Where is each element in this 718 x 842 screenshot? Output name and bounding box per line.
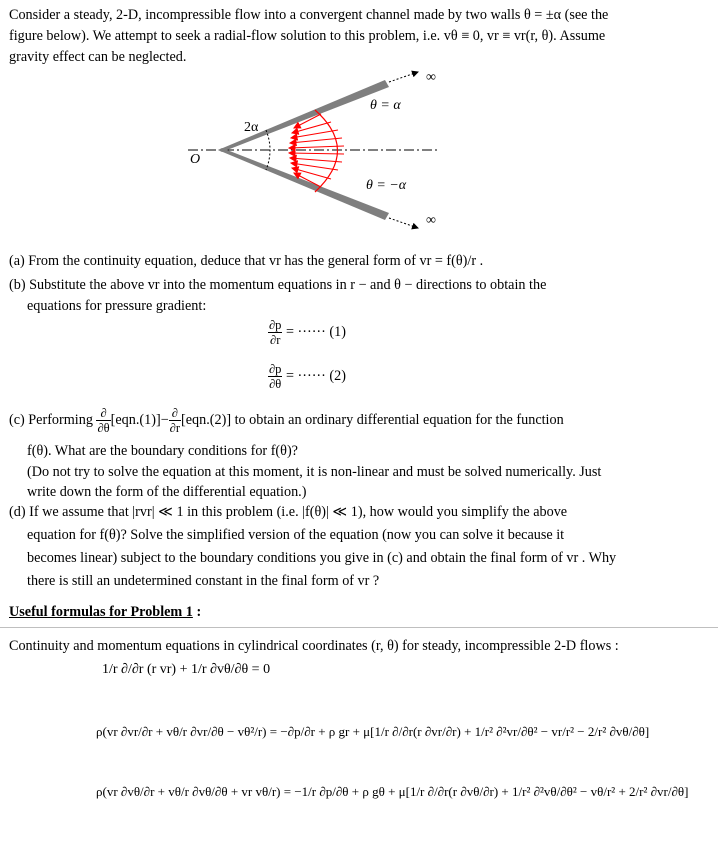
equation-1-rhs: = ······ (1) <box>285 323 346 340</box>
velocity-arrow <box>292 122 331 133</box>
r-momentum-equation: ρ(vr ∂vr/∂r + vθ/r ∂vr/∂θ − vθ²/r) = −∂p/∂r + ρ gr + μ[1/r ∂/∂r(r ∂vr/∂r) + 1/r² ∂²vr/∂θ² − vr/r² − 2/r² ∂vθ/∂θ] <box>96 724 650 739</box>
part-d-line-1: (d) If we assume that |rvr| ≪ 1 in this problem (i.e. |f(θ)| ≪ 1), how would you simplify the above <box>9 504 568 520</box>
origin-label: O <box>190 152 201 167</box>
lower-wall-label: θ = −α <box>366 178 407 193</box>
part-c-line-4: write down the form of the differential equation.) <box>27 484 307 500</box>
equation-2-rhs: = ······ (2) <box>285 367 346 384</box>
part-b-line-2: equations for pressure gradient: <box>27 298 207 314</box>
part-b-line-1: (b) Substitute the above vr into the momentum equations in r − and θ − directions to obtain the <box>9 277 547 293</box>
part-a: (a) From the continuity equation, deduce that vr has the general form of vr = f(θ)/r . <box>9 253 484 269</box>
useful-intro: Continuity and momentum equations in cylindrical coordinates (r, θ) for steady, incompressible 2-D flows : <box>9 638 619 654</box>
continuity-equation: 1/r ∂/∂r (r vr) + 1/r ∂vθ/∂θ = 0 <box>102 662 271 677</box>
velocity-arrow <box>291 163 338 170</box>
intro-line-3: gravity effect can be neglected. <box>9 49 187 65</box>
dp-dtheta-fraction: $\frac{\partial p}{\partial\theta}$ <box>269 362 282 391</box>
velocity-arrow <box>290 138 342 143</box>
part-c-line-3: (Do not try to solve the equation at this moment, it is non-linear and must be solved numerically. Just <box>27 464 602 480</box>
infinity-bottom: ∞ <box>426 213 436 228</box>
part-d-line-3: becomes linear) subject to the boundary conditions you give in (c) and obtain the final form of vr . Why <box>27 550 617 566</box>
dp-dr-fraction: $\frac{\partial p}{\partial r}$ <box>269 318 282 347</box>
intro-line-1: Consider a steady, 2-D, incompressible flow into a convergent channel made by two walls θ = ±α (see the <box>9 7 609 23</box>
infinity-top: ∞ <box>426 70 436 85</box>
velocity-arrow <box>289 153 344 154</box>
equation-1 <box>268 318 346 347</box>
intro-line-2: figure below). We attempt to seek a radial-flow solution to this problem, i.e. vθ ≡ 0, vr ≡ vr(r, θ). Assume <box>9 28 606 44</box>
upper-extension <box>389 72 418 82</box>
equation-2 <box>268 362 346 391</box>
upper-wall-label: θ = α <box>370 98 401 113</box>
convergent-channel-figure <box>170 70 460 230</box>
velocity-arrow <box>289 146 344 148</box>
channel-diagram <box>170 70 460 230</box>
angle-label: 2α <box>244 120 259 135</box>
part-c-line-2: f(θ). What are the boundary conditions for f(θ)? <box>27 443 298 459</box>
useful-heading: Useful formulas for Problem 1 : <box>9 604 202 620</box>
part-d-line-2: equation for f(θ)? Solve the simplified version of the equation (now you can solve it because it <box>27 527 565 543</box>
part-d-line-4: there is still an undetermined constant in the final form of vr ? <box>27 573 380 589</box>
section-divider <box>0 627 718 628</box>
velocity-arrow <box>290 158 342 162</box>
part-c-line-1: (c) Performing $\frac{\partial}{\partial\theta}$ [eqn.(1)]− $\frac{\partial}{\partial r}$ [eqn.(2)] to obtain an ordinary differential equation for the function <box>9 406 564 435</box>
velocity-profile <box>315 110 338 192</box>
lower-extension <box>389 218 418 228</box>
theta-momentum-equation: ρ(vr ∂vθ/∂r + vθ/r ∂vθ/∂θ + vr vθ/r) = −1/r ∂p/∂θ + ρ gθ + μ[1/r ∂/∂r(r ∂vθ/∂r) + 1/r² ∂²vθ/∂θ² − vθ/r² + 2/r² ∂vr/∂θ] <box>96 784 689 799</box>
velocity-arrow <box>292 168 331 179</box>
